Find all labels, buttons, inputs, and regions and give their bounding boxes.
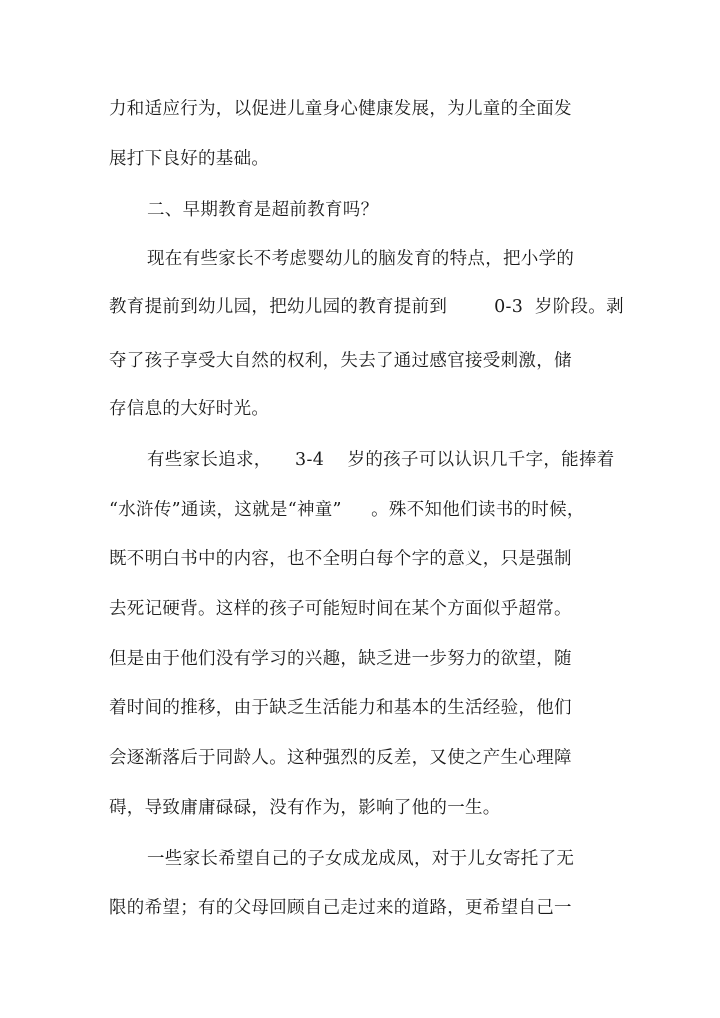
body-text-line: 有些家长追求， 3-4 岁的孩子可以认识几千字，能捧着	[147, 450, 615, 470]
body-text-line: 展打下良好的基础。	[109, 149, 270, 169]
body-text-line: 现在有些家长不考虑婴幼儿的脑发育的特点，把小学的	[147, 249, 575, 269]
body-text-line: 会逐渐落后于同龄人。这种强烈的反差，又使之产生心理障	[109, 748, 572, 768]
body-text-line: 但是由于他们没有学习的兴趣，缺乏进一步努力的欲望，随	[109, 649, 572, 669]
body-text-line: 碍，导致庸庸碌碌，没有作为，影响了他的一生。	[109, 798, 501, 818]
body-text-line: 限的希望；有的父母回顾自己走过来的道路，更希望自己一	[109, 898, 572, 918]
body-text-line: 一些家长希望自己的子女成龙成凤，对于儿女寄托了无	[147, 849, 575, 869]
body-text-line: 着时间的推移，由于缺乏生活能力和基本的生活经验，他们	[109, 698, 572, 718]
body-text-line: 力和适应行为，以促进儿童身心健康发展，为儿童的全面发	[109, 99, 572, 119]
body-text-line: 夺了孩子享受大自然的权利，失去了通过感官接受刺激，储	[109, 351, 572, 371]
section-heading: 二、早期教育是超前教育吗？	[147, 200, 379, 220]
body-text-line: 教育提前到幼儿园，把幼儿园的教育提前到 0-3 岁阶段。剥	[109, 297, 624, 317]
body-text-line: 去死记硬背。这样的孩子可能短时间在某个方面似乎超常。	[109, 599, 572, 619]
body-text-line: “水浒传”通读，这就是“神童” 。殊不知他们读书的时候，	[109, 500, 585, 520]
body-text-line: 既不明白书中的内容，也不全明白每个字的意义，只是强制	[109, 549, 572, 569]
body-text-line: 存信息的大好时光。	[109, 399, 270, 419]
